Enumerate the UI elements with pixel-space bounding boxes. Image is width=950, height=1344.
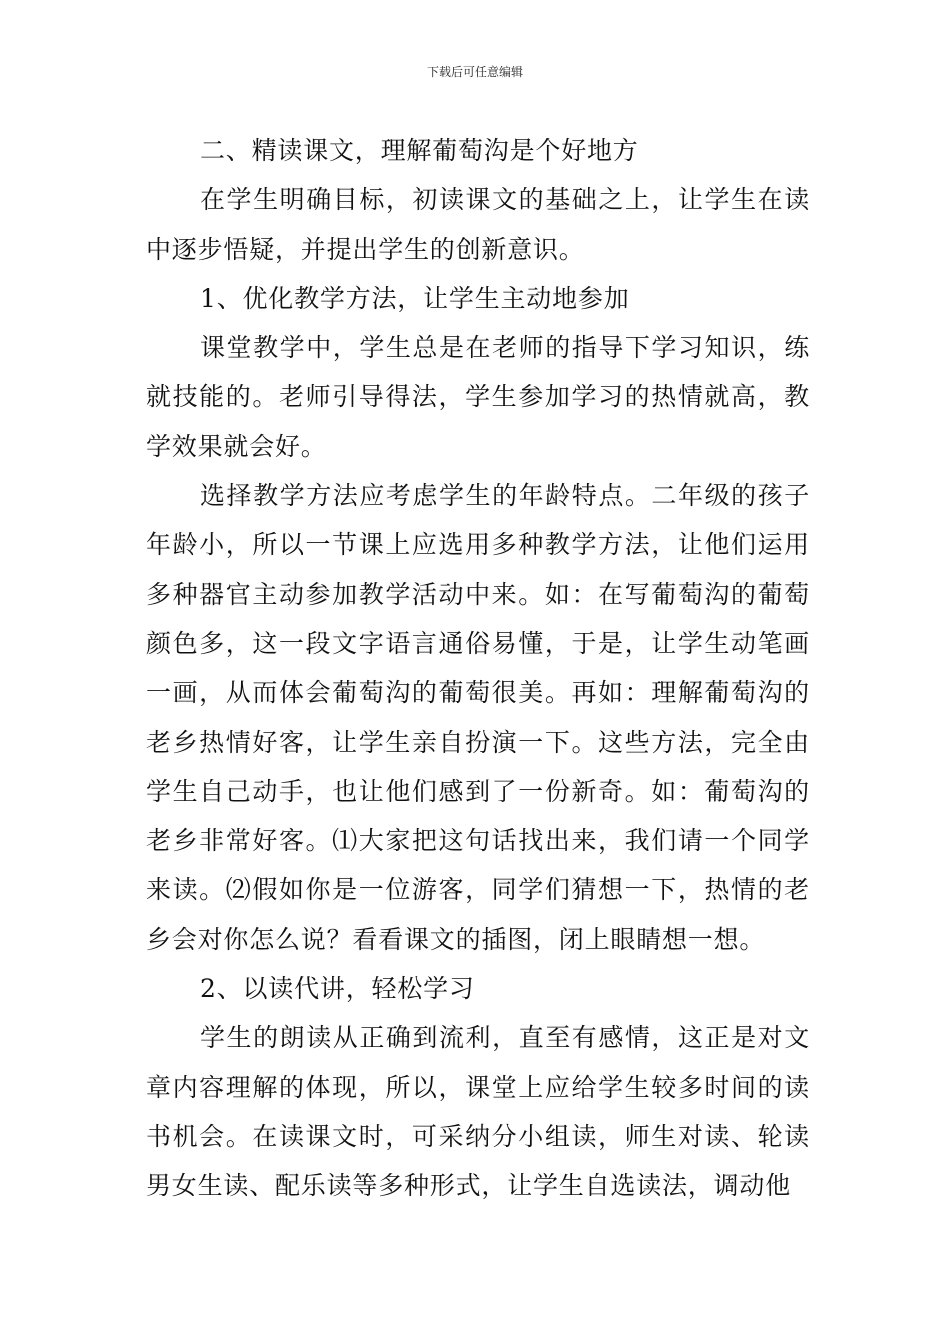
body-paragraph: 选择教学方法应考虑学生的年龄特点。二年级的孩子年龄小，所以一节课上应选用多种教学方法，让他们运用多种器官主动参加教学活动中来。如：在写葡萄沟的葡萄颜色多，这一段文字语言通俗易懂，于是，让学生动笔画一画，从而体会葡萄沟的葡萄很美。再如：理解葡萄沟的老乡热情好客，让学生亲自扮演一下。这些方法，完全由学生自己动手，也让他们感到了一份新奇。如：葡萄沟的老乡非常好客。⑴大家把这句话找出来，我们请一个同学来读。⑵假如你是一位游客，同学们猜想一下，热情的老乡会对你怎么说？看看课文的插图，闭上眼睛想一想。	[146, 481, 810, 954]
subsection-heading: 2、以读代讲，轻松学习	[200, 974, 475, 1004]
document-body	[146, 126, 810, 1211]
body-paragraph: 课堂教学中，学生总是在老师的指导下学习知识，练就技能的。老师引导得法，学生参加学习的热情就高，教学效果就会好。	[146, 333, 810, 461]
body-paragraph: 学生的朗读从正确到流利，直至有感情，这正是对文章内容理解的体现，所以，课堂上应给学生较多时间的读书机会。在读课文时，可采纳分小组读，师生对读、轮读男女生读、配乐读等多种形式，让学生自选读法，调动他	[146, 1023, 810, 1201]
body-paragraph: 在学生明确目标，初读课文的基础之上，让学生在读中逐步悟疑，并提出学生的创新意识。	[146, 185, 810, 264]
subsection-heading: 1、优化教学方法，让学生主动地参加	[200, 283, 630, 313]
section-heading: 二、精读课文，理解葡萄沟是个好地方	[200, 136, 639, 165]
page-header-note: 下载后可任意编辑	[426, 65, 523, 79]
